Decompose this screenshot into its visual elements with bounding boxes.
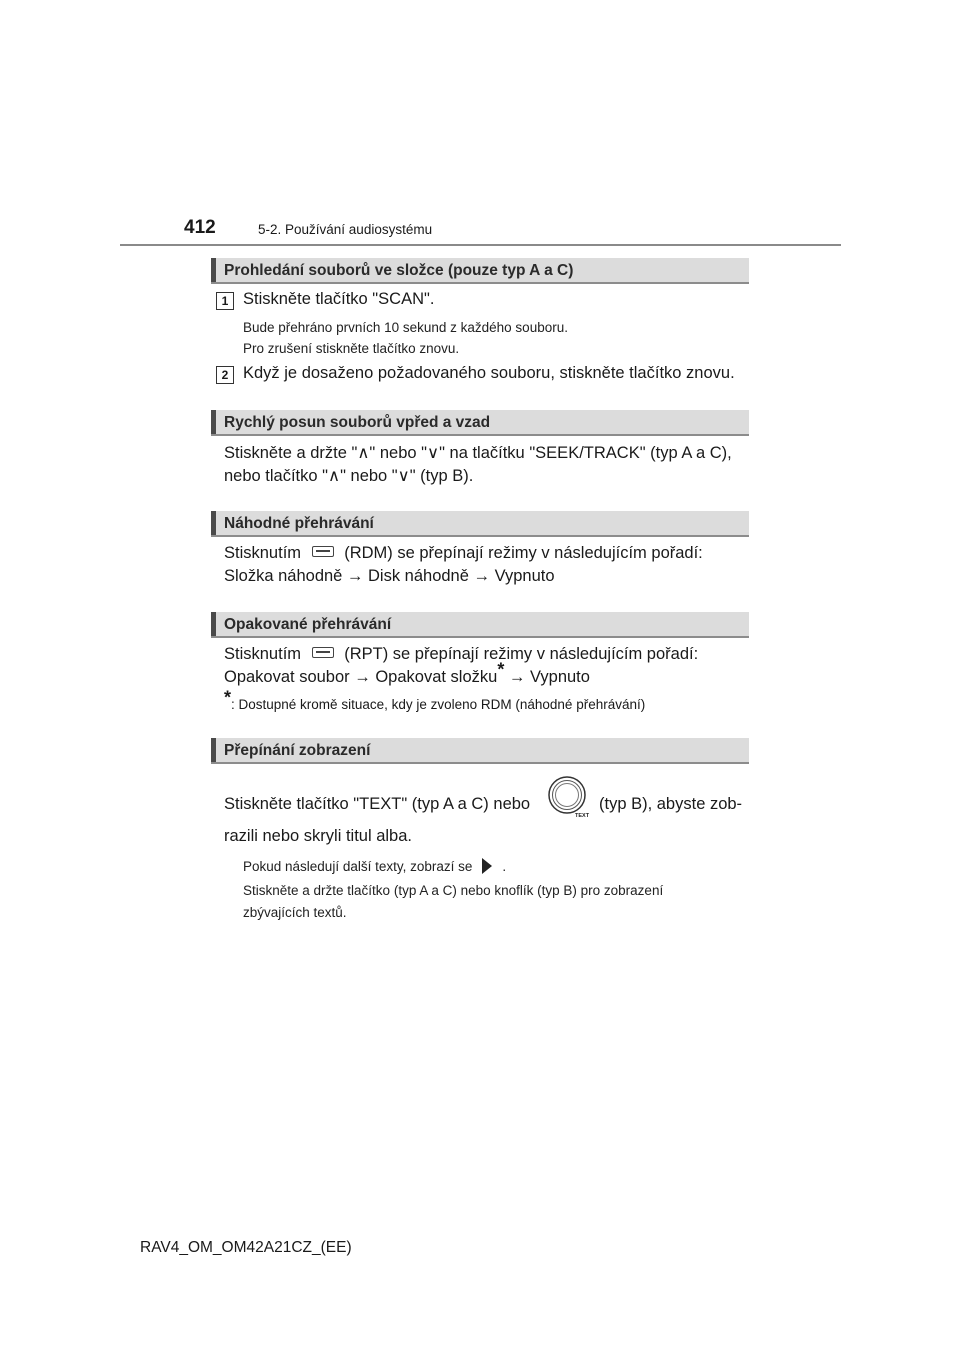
section-title: Opakované přehrávání: [224, 616, 392, 633]
body-text: Stiskněte tlačítko "TEXT" (typ A a C) nebo: [224, 795, 531, 813]
step-number-2: 2: [216, 366, 234, 384]
heading-bar: [211, 258, 216, 282]
body-text: [224, 544, 703, 563]
body-text: (typ B), abyste zob-: [599, 795, 743, 813]
text-fragment: Opakovat soubor → Opakovat složku: [224, 668, 498, 686]
note-text: Pro zrušení stiskněte tlačítko znovu.: [243, 341, 460, 356]
section-heading-random: [211, 511, 749, 537]
section-heading-display: [211, 738, 749, 764]
text-fragment: (RPT) se přepínají režimy v následujícím pořadí:: [344, 645, 699, 663]
text-fragment: Stisknutím: [224, 544, 302, 562]
asterisk: *: [224, 687, 232, 708]
body-text: [224, 645, 698, 664]
rpt-button-icon: [312, 647, 334, 658]
text-fragment: .: [502, 859, 507, 874]
page-number: 412: [184, 217, 216, 238]
section-heading-fast: [211, 410, 749, 436]
section-heading-repeat: [211, 612, 749, 638]
body-text: razili nebo skryli titul alba.: [224, 827, 412, 845]
note-text: [243, 859, 506, 875]
body-text: Stiskněte a držte "∧" nebo "∨" na tlačítku "SEEK/TRACK" (typ A a C),: [224, 444, 732, 462]
text-fragment: (RDM) se přepínají režimy v následujícím pořadí:: [344, 544, 703, 562]
heading-bar: [211, 511, 216, 535]
heading-bar: [211, 410, 216, 434]
knob-label: TEXT: [575, 813, 590, 818]
section-title: Prohledání souborů ve složce (pouze typ A a C): [224, 262, 574, 279]
text-fragment: Stisknutím: [224, 645, 302, 663]
rdm-button-icon: [312, 546, 334, 557]
note-text: Bude přehráno prvních 10 sekund z každého souboru.: [243, 320, 568, 335]
step-2-text: Když je dosaženo požadovaného souboru, stiskněte tlačítko znovu.: [243, 364, 735, 382]
note-text: zbývajících textů.: [243, 905, 347, 920]
step-number-1: 1: [216, 292, 234, 310]
heading-bar: [211, 612, 216, 636]
section-heading-scan: [211, 258, 749, 284]
arrow-right-icon: [482, 858, 492, 874]
footnote: [224, 687, 646, 712]
asterisk: *: [497, 659, 505, 680]
section-title: Přepínání zobrazení: [224, 742, 371, 759]
header-divider: [120, 244, 841, 246]
section-title: Rychlý posun souborů vpřed a vzad: [224, 414, 491, 431]
text-fragment: → Vypnuto: [504, 668, 590, 686]
step-1-text: Stiskněte tlačítko "SCAN".: [243, 290, 435, 308]
note-text: Stiskněte a držte tlačítko (typ A a C) nebo knoflík (typ B) pro zobrazení: [243, 883, 664, 898]
text-knob-icon: [548, 776, 590, 818]
chapter-title: 5-2. Používání audiosystému: [258, 222, 433, 237]
body-text: nebo tlačítko "∧" nebo "∨" (typ B).: [224, 467, 474, 485]
body-text: Složka náhodně → Disk náhodně → Vypnuto: [224, 567, 555, 585]
body-text: [224, 659, 590, 687]
text-fragment: Pokud následují další texty, zobrazí se: [243, 859, 473, 874]
section-title: Náhodné přehrávání: [224, 515, 374, 532]
document-code: RAV4_OM_OM42A21CZ_(EE): [140, 1239, 352, 1256]
text-fragment: : Dostupné kromě situace, kdy je zvoleno RDM (náhodné přehrávání): [231, 697, 646, 712]
heading-bar: [211, 738, 216, 762]
